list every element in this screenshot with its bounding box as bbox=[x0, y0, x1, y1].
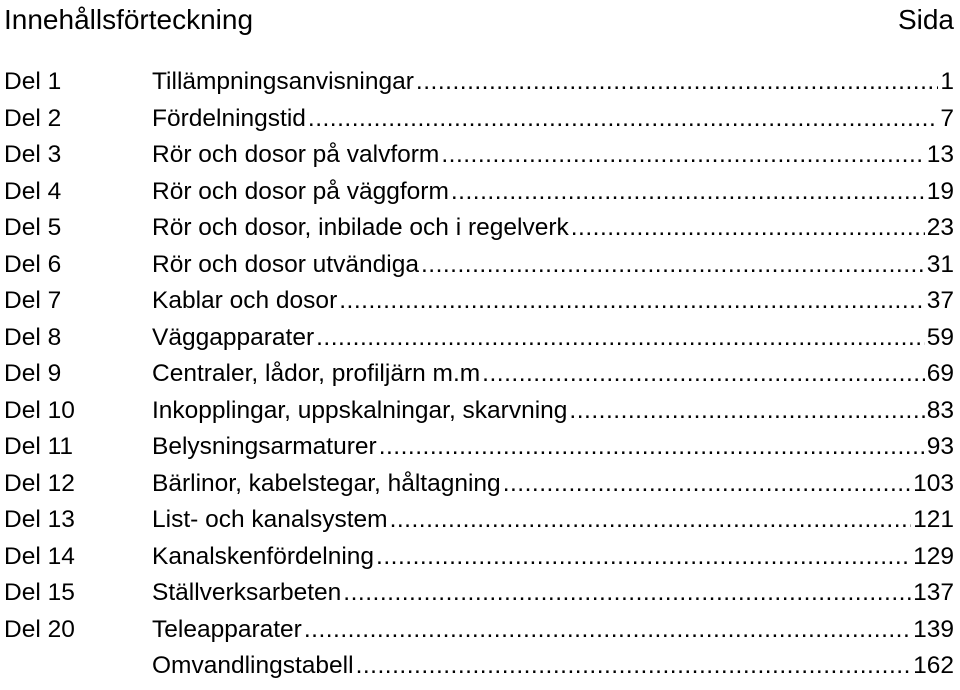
toc-entry-title: Väggapparater bbox=[152, 323, 315, 351]
toc-entry-part: Del 11 bbox=[4, 433, 74, 460]
toc-entry[interactable] bbox=[4, 612, 954, 649]
dot-leader bbox=[416, 64, 938, 101]
toc-entry-part: Del 13 bbox=[4, 506, 75, 533]
toc-entry[interactable] bbox=[4, 393, 954, 430]
toc-entry-part: Del 6 bbox=[4, 250, 62, 278]
toc-entry-title: Fördelningstid bbox=[152, 104, 306, 132]
toc-entry-title: Kanalskenfördelning bbox=[152, 542, 375, 570]
toc-entry[interactable] bbox=[4, 575, 954, 612]
toc-entry[interactable] bbox=[4, 283, 954, 320]
toc-entry-title: Rör och dosor, inbilade och i regelverk bbox=[152, 214, 569, 241]
toc-entry[interactable] bbox=[4, 210, 954, 247]
toc-entry-page: 7 bbox=[940, 104, 954, 132]
toc-entry-part: Del 7 bbox=[4, 287, 62, 314]
dot-leader bbox=[482, 356, 925, 393]
toc-entry-title: Rör och dosor utvändiga bbox=[152, 250, 419, 278]
toc-header bbox=[4, 0, 954, 40]
toc-entry-title: Omvandlingstabell bbox=[152, 652, 354, 679]
toc-title: Innehållsförteckning bbox=[4, 4, 254, 35]
toc-entry-part: Del 2 bbox=[4, 104, 62, 132]
toc-entry-part: Del 4 bbox=[4, 177, 62, 205]
toc-entry-title: Kablar och dosor bbox=[152, 287, 338, 314]
toc-entry-page: 23 bbox=[926, 214, 954, 241]
toc-entry[interactable] bbox=[4, 64, 954, 101]
dot-leader bbox=[503, 466, 911, 503]
toc-entry-page: 139 bbox=[913, 615, 954, 643]
dot-leader bbox=[376, 539, 911, 576]
toc-entry-page: 69 bbox=[926, 360, 954, 387]
dot-leader bbox=[421, 247, 925, 284]
dot-leader bbox=[343, 575, 911, 612]
toc-entry-title: Centraler, lådor, profiljärn m.m bbox=[152, 360, 481, 387]
toc-entry-page: 129 bbox=[913, 542, 954, 570]
toc-entry-page: 31 bbox=[926, 250, 954, 278]
toc-entry[interactable] bbox=[4, 502, 954, 539]
toc-entry-page: 37 bbox=[926, 287, 954, 314]
toc-entry[interactable] bbox=[4, 648, 954, 685]
dot-leader bbox=[441, 137, 924, 174]
toc-entry[interactable] bbox=[4, 101, 954, 138]
toc-entry-title: Rör och dosor på väggform bbox=[152, 177, 449, 205]
toc-entry-part: Del 3 bbox=[4, 141, 62, 168]
toc-list bbox=[4, 64, 954, 685]
toc-entry[interactable] bbox=[4, 137, 954, 174]
page-column-label: Sida bbox=[897, 4, 954, 35]
toc-entry-title: List- och kanalsystem bbox=[152, 506, 388, 533]
toc-entry[interactable] bbox=[4, 466, 954, 503]
toc-entry-title: Bärlinor, kabelstegar, håltagning bbox=[152, 469, 501, 497]
dot-leader bbox=[316, 320, 925, 357]
toc-entry-part: Del 1 bbox=[4, 68, 62, 95]
dot-leader bbox=[379, 429, 925, 466]
toc-entry-page: 103 bbox=[913, 469, 954, 497]
dot-leader bbox=[569, 393, 924, 430]
toc-entry-title: Tillämpningsanvisningar bbox=[152, 68, 414, 95]
toc-entry-title: Ställverksarbeten bbox=[152, 579, 342, 606]
toc-entry[interactable] bbox=[4, 247, 954, 284]
toc-entry-page: 59 bbox=[926, 323, 954, 351]
dot-leader bbox=[451, 174, 925, 211]
toc-entry-page: 1 bbox=[940, 68, 954, 95]
dot-leader bbox=[304, 612, 911, 649]
toc-entry[interactable] bbox=[4, 539, 954, 576]
toc-entry-page: 19 bbox=[926, 177, 954, 205]
toc-entry-title: Rör och dosor på valvform bbox=[152, 141, 440, 168]
toc-entry-part: Del 9 bbox=[4, 360, 62, 387]
toc-entry-page: 83 bbox=[926, 396, 954, 424]
toc-entry-title: Inkopplingar, uppskalningar, skarvning bbox=[152, 396, 568, 424]
toc-entry[interactable] bbox=[4, 356, 954, 393]
toc-entry-page: 162 bbox=[913, 652, 954, 679]
toc-entry-part: Del 15 bbox=[4, 579, 75, 606]
dot-leader bbox=[339, 283, 925, 320]
toc-entry-page: 121 bbox=[913, 506, 954, 533]
toc-entry-title: Teleapparater bbox=[152, 615, 302, 643]
dot-leader bbox=[356, 648, 912, 685]
toc-entry-part: Del 5 bbox=[4, 214, 62, 241]
toc-entry-part: Del 12 bbox=[4, 469, 75, 497]
dot-leader bbox=[390, 502, 912, 539]
dot-leader bbox=[571, 210, 925, 247]
toc-entry[interactable] bbox=[4, 429, 954, 466]
toc-entry[interactable] bbox=[4, 174, 954, 211]
toc-entry-page: 137 bbox=[913, 579, 954, 606]
toc-entry-part: Del 14 bbox=[4, 542, 75, 570]
toc-entry[interactable] bbox=[4, 320, 954, 357]
toc-entry-page: 13 bbox=[926, 141, 954, 168]
toc-entry-title: Belysningsarmaturer bbox=[152, 433, 377, 460]
toc-entry-part: Del 10 bbox=[4, 396, 75, 424]
toc-entry-part: Del 20 bbox=[4, 615, 75, 643]
toc-entry-page: 93 bbox=[926, 433, 954, 460]
dot-leader bbox=[308, 101, 938, 138]
toc-entry-part: Del 8 bbox=[4, 323, 62, 351]
